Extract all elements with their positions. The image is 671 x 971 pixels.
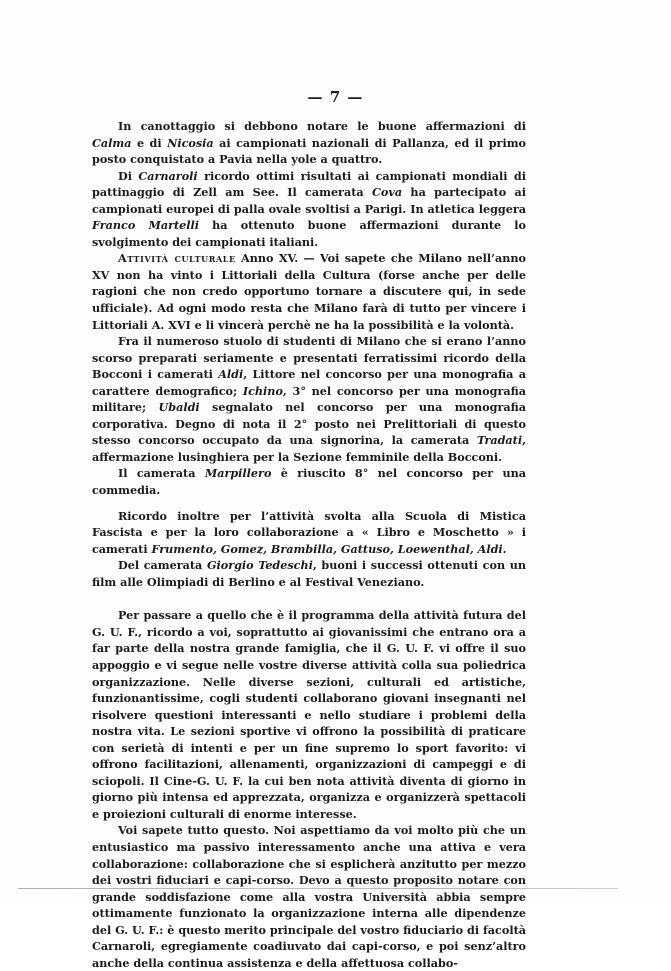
- text-run: Il camerata: [118, 466, 205, 481]
- italic-name: Carnaroli: [138, 168, 198, 183]
- text-run: , Littore nel concorso per una monografia a carattere demografico;: [92, 367, 526, 398]
- text-run: è riuscito 8° nel concorso per una commedia.: [92, 466, 527, 498]
- italic-name: Ichino: [242, 383, 283, 398]
- italic-name: Giorgio Tedeschi: [206, 558, 313, 573]
- paragraph-guf-program: [92, 607, 526, 822]
- text-run: , affermazione lusinghiera per la Sezione femminile della Bocconi.: [92, 433, 526, 464]
- paragraph-tedeschi: [92, 557, 526, 590]
- italic-name: Franco Martelli: [92, 218, 200, 233]
- text-run: ha ottenuto buone affermazioni durante lo svolgimento dei campionati italiani.: [92, 218, 526, 249]
- paragraph-marpillero: [92, 465, 526, 498]
- body-text: [92, 118, 526, 971]
- text-run: ricordo ottimi risultati ai campionati mondiali di pattinaggio di Zell am See. Il camerata: [92, 168, 526, 200]
- paragraph-rowing: [92, 118, 526, 168]
- text-run: , buoni i successi ottenuti con un film alle Olimpiadi di Berlino e al Festival Veneziano.: [92, 558, 526, 589]
- text-run: Di: [118, 168, 139, 183]
- text-run: segnalato nel concorso per una monografia corporativa. Degno di nota il 2° posto nei Prelittoriali di questo stesso concorso occupato da una signorina, la camerata: [92, 400, 526, 448]
- italic-name: Aldi: [218, 367, 244, 382]
- text-run: ai campionati nazionali di Pallanza, ed il primo posto conquistato a Pavia nella yole a quattro.: [92, 135, 527, 167]
- paragraph-mistica-fascista: [92, 508, 526, 558]
- italic-name: Calma: [92, 135, 132, 150]
- text-run: , 3° nel concorso per una monografia militare;: [92, 383, 526, 415]
- page-number: — 7 —: [307, 88, 364, 106]
- text-run: Fra il numeroso stuolo di studenti di Milano che si erano l’anno scorso preparati seriamente e presentati ferratissimi ricordo della Bocconi i camerati: [92, 334, 526, 382]
- text-run: Ricordo inoltre per l’attività svolta alla Scuola di Mistica Fascista e per la loro collaborazione a « Libro e Moschetto » i camerati: [92, 508, 526, 556]
- italic-name: Tradati: [476, 433, 523, 448]
- text-run: Anno XV. — Voi sapete che Milano nell’anno XV non ha vinto i Littoriali della Cultura (forse anche per delle ragioni che non credo opportuno tornare a discutere qui, in sede ufficiale). Ad ogni modo resta che Milano farà di tutto per vincere i Littoriali A. XVI e li vincerà perchè ne ha la possibilità e la volontà.: [92, 251, 527, 332]
- text-run: Per passare a quello che è il programma della attività futura del G. U. F., ricordo a voi, soprattutto ai giovanissimi che entrano ora a far parte della nostra grande famiglia, che il G. U. F. vi offre il suo appoggio e vi segue nelle vostre diverse attività colla sua poliedrica organizzazione. Nelle diverse sezioni, culturali ed artistiche, funzionantissime, cogli studenti collaborano giovani insegnanti nel risolvere questioni interessanti e nello studiare i problemi della nostra vita. Le sezioni sportive vi offrono la possibilità di praticare con serietà di intenti e per un fine supremo lo sport favorito: vi offrono facilitazioni, allenamenti, organizzazioni di campeggi e di sciopoli. Il Cine-G. U. F. la cui ben nota attività diventa di giorno in giorno più intensa ed apprezzata, organizza e organizzerà spettacoli e proiezioni culturali di enorme interesse.: [92, 608, 526, 821]
- text-run: Voi sapete tutto questo. Noi aspettiamo da voi molto più che un entusiastico ma passivo interessamento anche una attiva e vera collaborazione: collaborazione che si esplicherà anzitutto per mezzo dei vostri fiduciari e capi-corso. Devo a questo proposito notare con grande soddisfazione come alla vostra Università abbia sempre ottimamente funzionato la organizzazione interna alle dipendenze del G. U. F.: è questo merito principale del vostro fiduciario di facoltà Carnaroli, egregiamente coadiuvato dai capi-corso, e poi senz’altro anche della continua assistenza e della affettuosa collabo-: [92, 823, 526, 970]
- paragraph-cultural-activity: [92, 250, 526, 333]
- italic-name: Frumento, Gomez, Brambilla, Gattuso, Loewenthal, Aldi.: [151, 541, 507, 556]
- text-run: Del camerata: [118, 558, 207, 573]
- text-run: ha partecipato ai campionati europei di palla ovale svoltisi a Parigi. In atletica leggera: [92, 185, 526, 216]
- paragraph-skating-athletics: [92, 168, 526, 251]
- text-run: In canottaggio si debbono notare le buone affermazioni di: [118, 119, 526, 133]
- paragraph-bocconi-students: [92, 333, 526, 465]
- bottom-scan-line: [18, 888, 618, 889]
- section-heading: Attività culturale: [118, 251, 236, 266]
- paragraph-collaboration: [92, 822, 526, 971]
- italic-name: Cova: [371, 185, 403, 200]
- italic-name: Ubaldi: [158, 400, 200, 415]
- text-run: e di: [131, 135, 168, 150]
- italic-name: Marpillero: [204, 466, 272, 481]
- italic-name: Nicosia: [167, 135, 214, 150]
